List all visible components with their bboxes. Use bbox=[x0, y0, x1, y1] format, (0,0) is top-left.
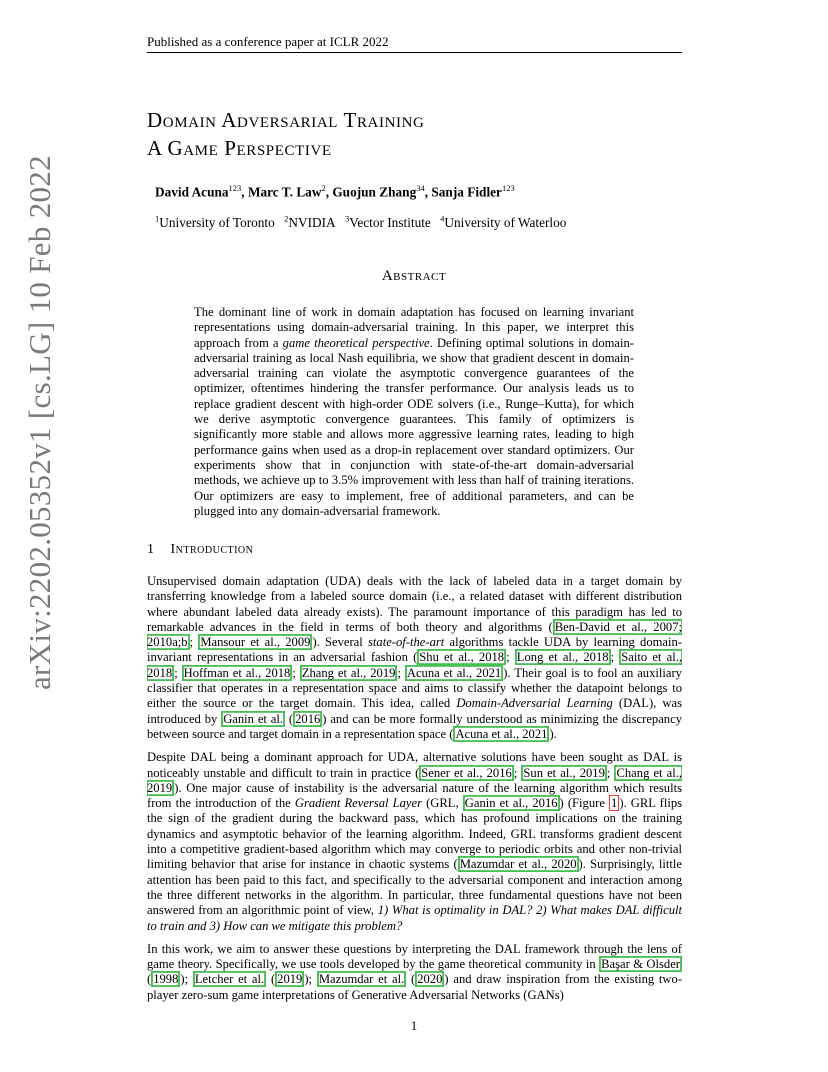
citation-link[interactable]: Mazumdar et al., 2020 bbox=[459, 857, 577, 872]
affiliation-name: University of Toronto bbox=[159, 215, 275, 231]
citation-link[interactable]: Long et al., 2018 bbox=[516, 650, 609, 665]
body-text: ; bbox=[292, 665, 300, 680]
body-text: ). Several bbox=[312, 635, 369, 650]
citation-link[interactable]: Acuna et al., 2021 bbox=[406, 665, 502, 680]
title-line-2: A Game Perspective bbox=[147, 136, 332, 160]
body-text: ( bbox=[147, 972, 152, 987]
affiliation-name: NVIDIA bbox=[288, 215, 336, 231]
body-text: In this work, we aim to answer these questions by interpreting the DAL framework through the lens of game theory. Specifically, we use tools developed by the game theoretical community in bbox=[147, 941, 682, 972]
emphasis-text: Domain-Adversarial Learning bbox=[456, 696, 613, 711]
author-affil-marks: 34 bbox=[416, 183, 425, 193]
author-name: Marc T. Law bbox=[247, 184, 322, 200]
citation-link[interactable]: 1998 bbox=[153, 972, 179, 987]
citation-link[interactable]: Sun et al., 2019 bbox=[523, 765, 605, 780]
author-affil-marks: 2 bbox=[321, 183, 326, 193]
affiliation bbox=[155, 215, 275, 230]
affiliation-mark: 1 bbox=[155, 214, 160, 224]
author-separator: , bbox=[325, 184, 333, 200]
section-number: 1 bbox=[147, 542, 155, 557]
section-title: Introduction bbox=[170, 542, 254, 557]
body-text: algorithms tackle UDA by learning domain-invariant representations in an adversarial fashion ( bbox=[147, 635, 682, 665]
affiliation-mark: 4 bbox=[440, 214, 445, 224]
introduction-body bbox=[147, 574, 682, 1011]
body-text: ). Their goal is to fool an auxiliary classifier that operates in a representation space and aims to classify whether the datapoint belongs to either the source or the target domain. This idea, called bbox=[147, 665, 682, 711]
citation-link[interactable]: Hoffman et al., 2018 bbox=[183, 665, 291, 680]
abstract-body bbox=[194, 305, 634, 519]
affiliation bbox=[345, 215, 431, 230]
body-text: ). One major cause of instability is the adversarial nature of the learning algorithm which results from the introduction of the bbox=[147, 780, 682, 811]
citation-link[interactable]: 2016 bbox=[295, 711, 321, 726]
emphasis-text: state-of-the-art bbox=[368, 635, 445, 650]
body-text: ; bbox=[606, 765, 615, 780]
affiliation-mark: 3 bbox=[344, 214, 350, 224]
affiliation-list bbox=[155, 214, 572, 231]
affiliation-name: Vector Institute bbox=[349, 215, 431, 231]
author-separator: , bbox=[424, 184, 432, 200]
body-text: ); bbox=[180, 972, 193, 987]
affiliation bbox=[284, 215, 336, 230]
citation-link[interactable]: Ben-David et al., 2007; 2010a;b bbox=[147, 619, 682, 650]
body-text: ); bbox=[304, 972, 317, 987]
citation-link[interactable]: Shu et al., 2018 bbox=[419, 650, 505, 665]
body-text: ( bbox=[406, 972, 416, 987]
author-list bbox=[155, 183, 515, 200]
body-text: ; bbox=[506, 650, 515, 665]
body-text: (DAL), was introduced by bbox=[147, 696, 682, 726]
author-name: David Acuna bbox=[155, 184, 229, 200]
author-name: Sanja Fidler bbox=[431, 184, 502, 200]
citation-link[interactable]: Saito et al., 2018 bbox=[147, 650, 682, 680]
citation-link[interactable]: Mansour et al., 2009 bbox=[200, 635, 311, 650]
abstract-emphasis: game theoretical perspective bbox=[282, 335, 430, 350]
body-text: ) (Figure bbox=[559, 796, 610, 811]
body-text: ; bbox=[189, 635, 199, 650]
body-text: ). bbox=[549, 726, 557, 741]
citation-link[interactable]: Sener et al., 2016 bbox=[421, 765, 512, 780]
body-text: (GRL, bbox=[422, 796, 463, 811]
section-heading-introduction bbox=[147, 542, 253, 558]
title-line-1: Domain Adversarial Training bbox=[147, 108, 425, 132]
body-text: ). GRL flips the sign of the gradient during the backward pass, which has profound implications on the training dynamics and asymptotic behavior of the learning algorithm. Indeed, GRL transforms gradient descent into a competitive gradient-based algorithm which may converge to periodic orbits and other non-trivial limiting behavior that arise for instance in chaotic systems ( bbox=[147, 796, 683, 872]
citation-link[interactable]: Acuna et al., 2021 bbox=[455, 726, 548, 741]
page-number: 1 bbox=[410, 1018, 418, 1033]
paragraph-3 bbox=[147, 942, 682, 1003]
affiliation-mark: 2 bbox=[284, 214, 289, 224]
citation-link[interactable]: Ganin et al., 2016 bbox=[464, 796, 558, 811]
body-text: ( bbox=[266, 972, 276, 987]
citation-link[interactable]: Zhang et al., 2019 bbox=[301, 665, 396, 680]
paragraph-2 bbox=[147, 750, 682, 934]
body-text: ) and can be more formally understood as minimizing the discrepancy between source and target domain in a representation space ( bbox=[147, 711, 682, 741]
abstract-text: . Defining optimal solutions in domain-adversarial training as local Nash equilibria, we show that gradient descent in domain-adversarial training can violate the asymptotic convergence guarantees of the optimizer, oftentimes hindering the transfer performance. Our analysis leads us to replace gradient descent with high-order ODE solvers (i.e., Runge–Kutta), for which we derive asymptotic convergence guarantees. This family of optimizers is significantly more stable and allows more aggressive learning rates, leading to high performance gains when used as a drop-in replacement over standard optimizers. Our experiments show that in conjunction with state-of-the-art domain-adversarial methods, we achieve up to 3.5% improvement with less than half of training iterations. Our optimizers are easy to implement, free of additional parameters, and can be plugged into any domain-adversarial framework. bbox=[194, 335, 635, 518]
citation-link[interactable]: Başar & Olsder bbox=[601, 957, 680, 972]
citation-link[interactable]: 2020 bbox=[417, 972, 443, 987]
author-separator: , bbox=[241, 184, 248, 200]
body-text: ) and draw inspiration from the existing two-player zero-sum game interpretations of Generative Adversarial Networks (GANs) bbox=[147, 972, 683, 1002]
citation-link[interactable]: Chang et al., 2019 bbox=[147, 765, 682, 795]
abstract-heading: Abstract bbox=[381, 268, 447, 284]
emphasis-text: Gradient Reversal Layer bbox=[294, 796, 422, 811]
header-rule bbox=[147, 52, 682, 53]
citation-link[interactable]: 2019 bbox=[277, 972, 303, 987]
body-text: ; bbox=[397, 665, 405, 680]
author-affil-marks: 123 bbox=[501, 183, 515, 193]
affiliation bbox=[440, 215, 566, 230]
body-text: Despite DAL being a dominant approach for UDA, alternative solutions have been sought as DAL is noticeably unstable and difficult to train in practice ( bbox=[147, 750, 682, 780]
body-text: ; bbox=[513, 765, 522, 780]
paper-title bbox=[147, 106, 424, 162]
citation-link[interactable]: Letcher et al. bbox=[194, 972, 265, 987]
body-text: ; bbox=[610, 650, 620, 665]
emphasis-text: 1) What is optimality in DAL? 2) What makes DAL difficult to train and 3) How can we mitigate this problem? bbox=[147, 903, 682, 933]
abstract-paragraph bbox=[194, 305, 634, 519]
body-text: ( bbox=[285, 711, 294, 726]
body-text: ; bbox=[174, 665, 182, 680]
paragraph-1 bbox=[147, 574, 682, 742]
affiliation-name: University of Waterloo bbox=[444, 215, 567, 231]
citation-link[interactable]: Mazumdar et al. bbox=[318, 972, 405, 987]
body-text: Unsupervised domain adaptation (UDA) deals with the lack of labeled data in a target domain by transferring knowledge from a labeled source domain (i.e., a related dataset with different distribution where abundant labeled data already exists). The paramount importance of this paradigm has led to remarkable advances in the field in terms of both theory and algorithms ( bbox=[147, 574, 682, 634]
author-name: Guojun Zhang bbox=[332, 184, 417, 200]
running-header: Published as a conference paper at ICLR 2022 bbox=[147, 34, 389, 49]
abstract-text: The dominant line of work in domain adaptation has focused on learning invariant representations using domain-adversarial training. In this paper, we interpret this approach from a bbox=[194, 305, 634, 350]
author-affil-marks: 123 bbox=[228, 183, 242, 193]
citation-link[interactable]: Ganin et al. bbox=[223, 711, 284, 726]
body-text: ). Surprisingly, little attention has been paid to this fact, and specifically to the adversarial component and interaction among the three different networks in the algorithm. In particular, three fundamental questions have not been answered from an algorithmic point of view, bbox=[147, 857, 682, 918]
figure-reference-link[interactable]: 1 bbox=[611, 796, 618, 811]
arxiv-stamp: arXiv:2202.05352v1 [cs.LG] 10 Feb 2022 bbox=[22, 155, 57, 690]
